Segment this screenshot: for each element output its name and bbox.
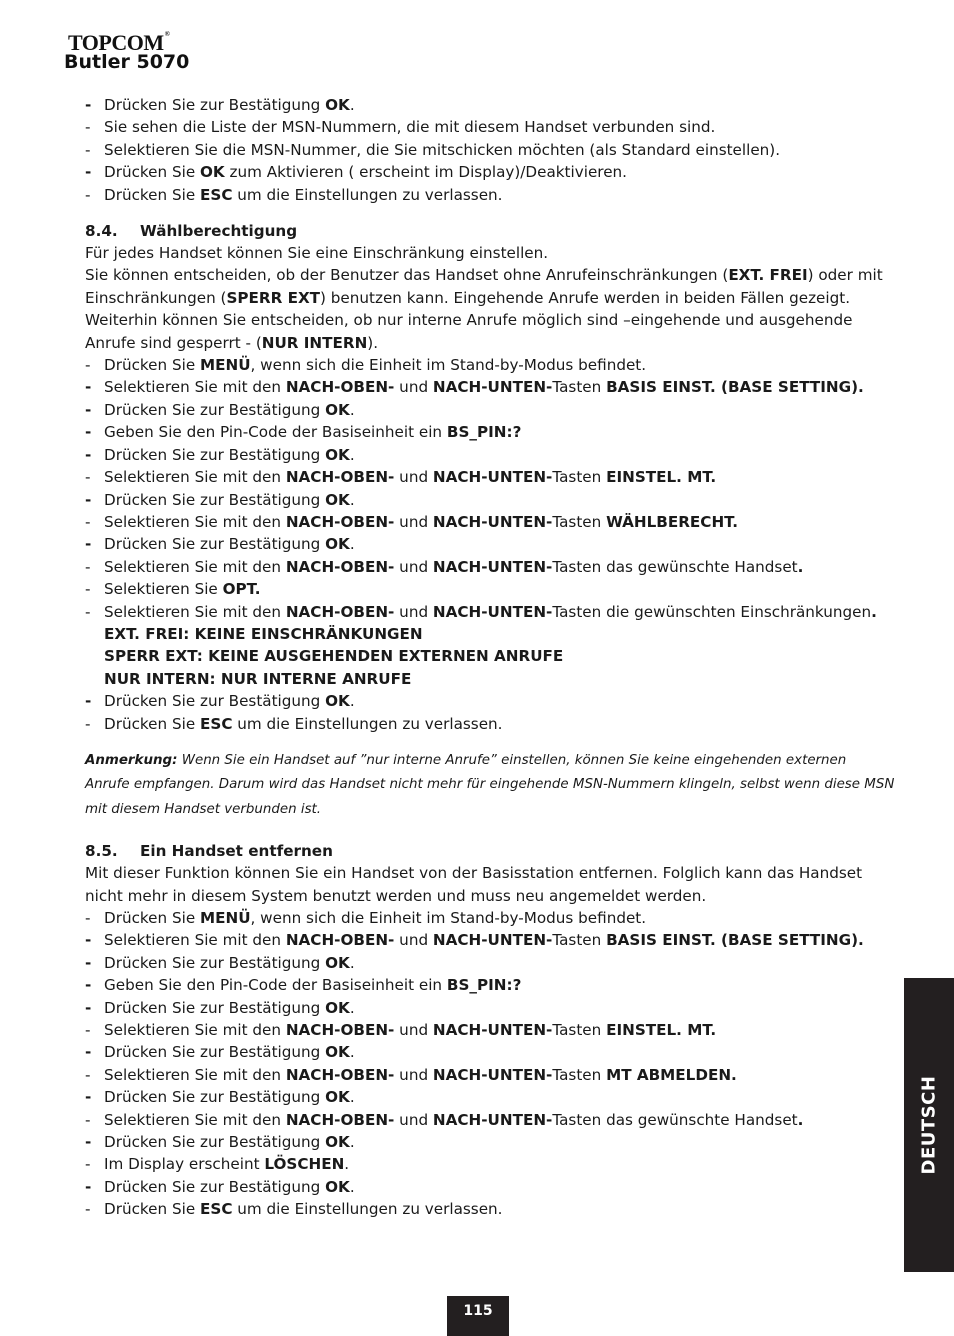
text-run: Drücken Sie zur Bestätigung [104, 445, 326, 464]
text-run: . [349, 1177, 355, 1196]
text-run: Tasten die gewünschten Einschränkungen [552, 602, 872, 621]
text-run: Sie können entscheiden, ob der Benutzer das Handset ohne Anrufeinschränkungen ( [85, 266, 729, 285]
list-dash: - [85, 512, 91, 531]
text-run: Tasten [552, 1021, 607, 1040]
text-run: . [349, 1088, 355, 1107]
list-item [85, 466, 895, 488]
list-dash: - [85, 185, 91, 204]
text-run: Selektieren Sie die MSN-Nummer, die Sie mitschicken möchten (als Standard einstellen). [104, 140, 781, 159]
list-dash: - [85, 96, 92, 114]
note [85, 749, 895, 822]
text-run: Drücken Sie [104, 185, 200, 204]
text-run: Tasten [552, 378, 607, 397]
bold-text: NACH-UNTEN- [432, 1021, 553, 1040]
list-dash: - [85, 976, 92, 995]
bold-text: NACH-OBEN- [285, 1110, 395, 1129]
list-item [85, 1198, 895, 1220]
section-paragraph [85, 862, 895, 907]
bold-text: OK [200, 163, 225, 182]
section-title: Wählberechtigung [140, 222, 298, 241]
list-dash: - [85, 602, 91, 621]
bold-text: . [797, 557, 804, 576]
note-label: Anmerkung: [85, 752, 178, 768]
bold-text: MT ABMELDEN. [606, 1065, 737, 1084]
text-run: Selektieren Sie mit den [104, 602, 286, 621]
bold-text: ESC [200, 714, 233, 733]
bold-text: OK [325, 445, 350, 464]
text-run: Drücken Sie [104, 163, 200, 182]
text-run: und [394, 931, 433, 950]
list-item [85, 1086, 895, 1108]
intro-steps [85, 94, 895, 206]
bold-text: OK [325, 1177, 350, 1196]
text-run: und [394, 1021, 433, 1040]
text-run: Tasten [552, 512, 607, 531]
list-dash: - [85, 535, 92, 554]
bold-text: NUR INTERN: NUR INTERNE ANRUFE [104, 669, 412, 688]
bold-text: NACH-OBEN- [285, 557, 395, 576]
list-item [85, 354, 895, 376]
bold-text: NACH-UNTEN- [432, 931, 553, 950]
bold-text: NACH-UNTEN- [432, 557, 553, 576]
list-item [85, 1109, 895, 1131]
bold-text: OK [325, 400, 350, 419]
page-content [85, 94, 895, 1221]
text-run: und [394, 1110, 433, 1129]
section-number: 8.5. [85, 842, 118, 861]
text-run: Drücken Sie zur Bestätigung [104, 1177, 326, 1196]
list-item [85, 139, 895, 161]
text-run: . [349, 490, 355, 509]
section-number: 8.4. [85, 222, 118, 241]
list-dash: - [85, 118, 91, 137]
list-item [85, 556, 895, 578]
bold-text: NACH-UNTEN- [432, 468, 553, 487]
section-steps [85, 354, 895, 735]
list-dash: - [85, 356, 91, 375]
text-run: Einschränkungen ( [85, 288, 227, 307]
section-paragraph [85, 242, 895, 354]
paragraph-line [85, 862, 895, 884]
text-run: Drücken Sie zur Bestätigung [104, 490, 326, 509]
list-dash: - [85, 714, 91, 733]
list-subitem [85, 668, 895, 690]
bold-text: NACH-OBEN- [285, 512, 395, 531]
text-run: und [394, 512, 433, 531]
bold-text: NACH-OBEN- [285, 602, 395, 621]
list-dash: - [85, 163, 92, 182]
text-run: . [344, 1155, 350, 1174]
list-item [85, 161, 895, 183]
text-run: Drücken Sie zur Bestätigung [104, 1133, 326, 1152]
list-dash: - [85, 378, 92, 397]
list-dash: - [85, 490, 92, 509]
note-text: Wenn Sie ein Handset auf ”nur interne Anrufe” einstellen, können Sie keine eingehenden externen Anrufe empfangen. Darum wird das Handset nicht mehr für eingehende MSN-Nummern klingeln, selbst wenn diese MSN mit diesem Handset verbunden ist. [85, 752, 895, 817]
list-item [85, 907, 895, 929]
bold-text: . [871, 602, 877, 621]
bold-text: OK [325, 998, 350, 1017]
text-run: Mit dieser Funktion können Sie ein Handset von der Basisstation entfernen. Folglich kann das Handset [85, 864, 863, 883]
bold-text: OK [325, 96, 350, 114]
text-run: Selektieren Sie mit den [104, 512, 286, 531]
bold-text: BS_PIN:? [446, 423, 522, 442]
bold-text: EXT. FREI: KEINE EINSCHRÄNKUNGEN [104, 624, 423, 643]
list-dash: - [85, 931, 92, 950]
language-tab-label: DEUTSCH [918, 1075, 940, 1175]
text-run: und [394, 378, 433, 397]
list-subitem [85, 645, 895, 667]
text-run: Drücken Sie zur Bestätigung [104, 1088, 326, 1107]
bold-text: NACH-UNTEN- [432, 1110, 553, 1129]
text-run: und [394, 468, 433, 487]
text-run: und [394, 557, 433, 576]
text-run: Selektieren Sie mit den [104, 1065, 286, 1084]
text-run: . [349, 1133, 355, 1152]
list-item [85, 399, 895, 421]
text-run: Selektieren Sie [104, 580, 223, 599]
text-run: Drücken Sie [104, 909, 200, 927]
list-item [85, 444, 895, 466]
text-run: Tasten das gewünschte Handset [552, 557, 798, 576]
text-run: Drücken Sie zur Bestätigung [104, 998, 326, 1017]
bold-text: NACH-UNTEN- [432, 378, 553, 397]
text-run: und [394, 602, 433, 621]
text-run: . [349, 445, 355, 464]
list-item [85, 952, 895, 974]
text-run: Drücken Sie zur Bestätigung [104, 953, 326, 972]
text-run: Tasten [552, 1065, 607, 1084]
bold-text: BASIS EINST. (BASE SETTING). [606, 931, 864, 950]
bold-text: NACH-UNTEN- [432, 1065, 553, 1084]
text-run: und [394, 1065, 433, 1084]
text-run: zum Aktivieren ( erscheint im Display)/Deaktivieren. [224, 163, 627, 182]
text-run: Geben Sie den Pin-Code der Basiseinheit ein [104, 423, 447, 442]
text-run: . [349, 998, 355, 1017]
paragraph-line [85, 885, 895, 907]
text-run: ). [367, 333, 379, 352]
list-dash: - [85, 998, 92, 1017]
text-run: Selektieren Sie mit den [104, 378, 286, 397]
section-heading-8-5 [85, 840, 895, 862]
text-run: Drücken Sie zur Bestätigung [104, 535, 326, 554]
list-item [85, 1153, 895, 1175]
bold-text: NACH-OBEN- [285, 468, 395, 487]
list-dash: - [85, 445, 92, 464]
text-run: Tasten [552, 468, 607, 487]
text-run: Drücken Sie zur Bestätigung [104, 1043, 326, 1062]
list-item [85, 94, 895, 116]
list-item [85, 601, 895, 623]
list-dash: - [85, 953, 92, 972]
text-run: . [349, 1043, 355, 1062]
list-item [85, 489, 895, 511]
bold-text: NACH-OBEN- [285, 1065, 395, 1084]
text-run: Drücken Sie zur Bestätigung [104, 96, 326, 114]
page-number: 115 [447, 1296, 509, 1336]
list-item [85, 997, 895, 1019]
list-dash: - [85, 1200, 91, 1219]
list-item [85, 1019, 895, 1041]
bold-text: MENÜ [200, 909, 251, 927]
list-item [85, 690, 895, 712]
list-subitem [85, 623, 895, 645]
bold-text: MENÜ [200, 356, 251, 375]
list-dash: - [85, 909, 91, 927]
bold-text: EXT. FREI [728, 266, 808, 285]
text-run: Drücken Sie zur Bestätigung [104, 400, 326, 419]
bold-text: BASIS EINST. (BASE SETTING). [606, 378, 864, 397]
list-dash: - [85, 1110, 91, 1129]
language-tab [904, 978, 954, 1272]
text-run: Selektieren Sie mit den [104, 468, 286, 487]
bold-text: SPERR EXT [226, 288, 321, 307]
bold-text: NACH-OBEN- [285, 1021, 395, 1040]
list-item [85, 184, 895, 206]
list-dash: - [85, 580, 91, 599]
list-item [85, 376, 895, 398]
text-run: Drücken Sie [104, 356, 200, 375]
list-item [85, 578, 895, 600]
text-run: um die Einstellungen zu verlassen. [232, 185, 503, 204]
text-run: Anrufe sind gesperrt - ( [85, 333, 262, 352]
text-run: Weiterhin können Sie entscheiden, ob nur interne Anrufe möglich sind –eingehende und ausgehende [85, 311, 853, 330]
list-item [85, 929, 895, 951]
list-dash: - [85, 1133, 92, 1152]
text-run: . [349, 535, 355, 554]
text-run: um die Einstellungen zu verlassen. [232, 1200, 503, 1219]
list-item [85, 116, 895, 138]
text-run: . [349, 400, 355, 419]
bold-text: . [797, 1110, 804, 1129]
bold-text: BS_PIN:? [446, 976, 522, 995]
list-item [85, 1041, 895, 1063]
bold-text: EINSTEL. MT. [606, 468, 717, 487]
list-dash: - [85, 468, 91, 487]
list-dash: - [85, 140, 91, 159]
text-run: Drücken Sie zur Bestätigung [104, 692, 326, 711]
list-item [85, 1131, 895, 1153]
bold-text: WÄHLBERECHT. [606, 512, 738, 531]
paragraph-line [85, 264, 895, 286]
section-heading-8-4 [85, 220, 895, 242]
list-dash: - [85, 1021, 91, 1040]
bold-text: NUR INTERN [261, 333, 368, 352]
list-item [85, 511, 895, 533]
text-run: Geben Sie den Pin-Code der Basiseinheit ein [104, 976, 447, 995]
bold-text: ESC [200, 1200, 233, 1219]
list-dash: - [85, 692, 92, 711]
list-item [85, 421, 895, 443]
bold-text: EINSTEL. MT. [606, 1021, 717, 1040]
list-item [85, 1064, 895, 1086]
text-run: um die Einstellungen zu verlassen. [232, 714, 503, 733]
section-steps [85, 907, 895, 1221]
bold-text: LÖSCHEN [264, 1155, 345, 1174]
list-dash: - [85, 1065, 91, 1084]
list-item [85, 974, 895, 996]
bold-text: NACH-OBEN- [285, 378, 395, 397]
text-run: Selektieren Sie mit den [104, 931, 286, 950]
text-run: ) oder mit [807, 266, 883, 285]
list-dash: - [85, 423, 92, 442]
text-run: Selektieren Sie mit den [104, 557, 286, 576]
paragraph-line [85, 332, 895, 354]
bold-text: OK [325, 953, 350, 972]
text-run: Drücken Sie [104, 714, 200, 733]
text-run: ) benutzen kann. Eingehende Anrufe werden in beiden Fällen gezeigt. [320, 288, 851, 307]
bold-text: OK [325, 490, 350, 509]
text-run: nicht mehr in diesem System benutzt werden und muss neu angemeldet werden. [85, 886, 707, 905]
list-dash: - [85, 557, 91, 576]
paragraph-line [85, 287, 895, 309]
text-run: . [349, 953, 355, 972]
text-run: Tasten das gewünschte Handset [552, 1110, 798, 1129]
text-run: Drücken Sie [104, 1200, 200, 1219]
list-dash: - [85, 400, 92, 419]
text-run: . [349, 96, 355, 114]
text-run: , wenn sich die Einheit im Stand-by-Modus befindet. [250, 356, 647, 375]
brand-name: TOPCOM [68, 30, 164, 55]
list-dash: - [85, 1155, 91, 1174]
text-run: . [349, 692, 355, 711]
text-run: Sie sehen die Liste der MSN-Nummern, die mit diesem Handset verbunden sind. [104, 118, 716, 137]
bold-text: ESC [200, 185, 233, 204]
list-item [85, 1176, 895, 1198]
bold-text: NACH-UNTEN- [432, 512, 553, 531]
list-dash: - [85, 1043, 92, 1062]
bold-text: NACH-UNTEN- [432, 602, 553, 621]
product-name: Butler 5070 [64, 51, 190, 73]
bold-text: OK [325, 1088, 350, 1107]
bold-text: OPT. [222, 580, 261, 599]
list-dash: - [85, 1088, 92, 1107]
bold-text: OK [325, 1043, 350, 1062]
paragraph-line [85, 242, 895, 264]
text-run: , wenn sich die Einheit im Stand-by-Modus befindet. [250, 909, 647, 927]
bold-text: OK [325, 692, 350, 711]
bold-text: OK [325, 1133, 350, 1152]
paragraph-line [85, 309, 895, 331]
registered-mark: ® [164, 30, 170, 38]
list-item [85, 533, 895, 555]
text-run: Selektieren Sie mit den [104, 1021, 286, 1040]
list-item [85, 713, 895, 735]
text-run: Für jedes Handset können Sie eine Einschränkung einstellen. [85, 244, 549, 263]
text-run: Selektieren Sie mit den [104, 1110, 286, 1129]
bold-text: OK [325, 535, 350, 554]
bold-text: NACH-OBEN- [285, 931, 395, 950]
bold-text: SPERR EXT: KEINE AUSGEHENDEN EXTERNEN ANRUFE [104, 647, 564, 666]
text-run: Tasten [552, 931, 607, 950]
section-title: Ein Handset entfernen [140, 842, 333, 861]
text-run: Im Display erscheint [104, 1155, 265, 1174]
list-dash: - [85, 1177, 92, 1196]
